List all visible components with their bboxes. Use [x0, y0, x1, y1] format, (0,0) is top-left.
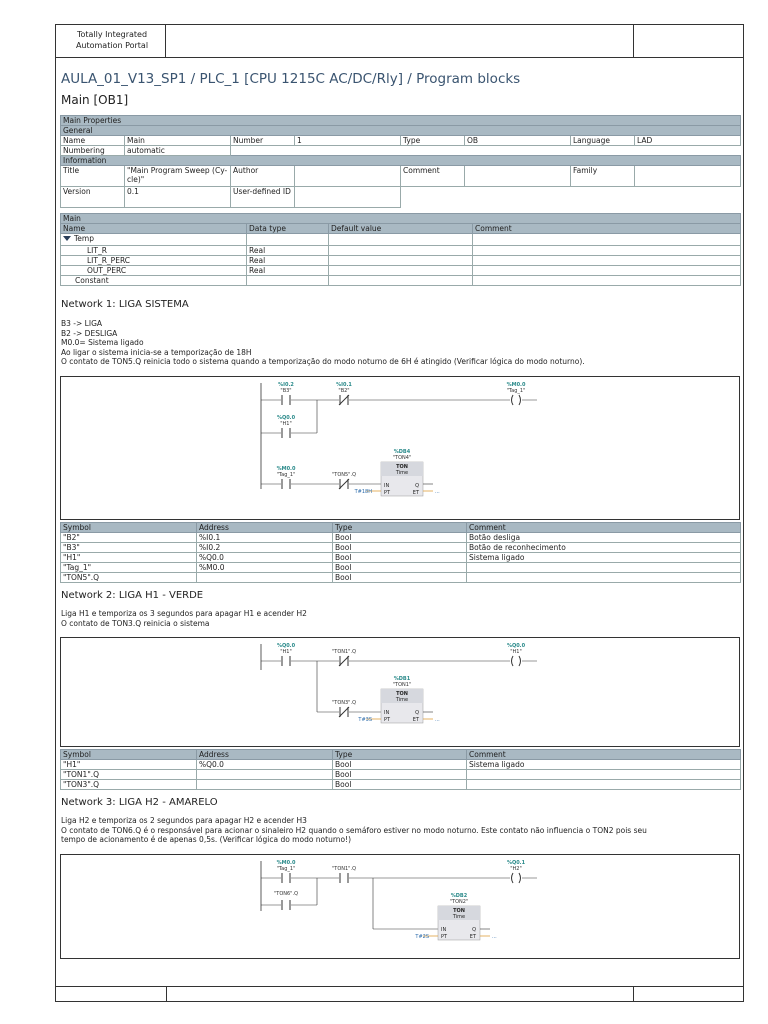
sym-col-comment: Comment	[467, 750, 741, 760]
n1-c1-addr: %I0.2	[278, 382, 294, 388]
table-cell	[329, 234, 473, 246]
n1-c5-tag: "TON5".Q	[331, 472, 357, 478]
table-cell: Bool	[333, 780, 467, 790]
table-cell	[329, 256, 473, 266]
n2-pt-value: T#3S	[358, 717, 372, 723]
section-main-properties: Main Properties	[61, 116, 741, 126]
language-value: LAD	[635, 136, 741, 146]
sym-col-symbol: Symbol	[61, 523, 197, 533]
iface-row-type: Real	[247, 256, 329, 266]
n1-c2-tag: "B2"	[338, 388, 350, 394]
sym-col-type: Type	[333, 523, 467, 533]
n1-coil-tag: "Tag_1"	[506, 388, 526, 394]
table-cell	[473, 276, 741, 286]
numbering-value: automatic	[125, 146, 231, 156]
n1-c3-addr: %Q0.0	[276, 415, 296, 421]
page-footer	[55, 986, 744, 1002]
n1-coil-addr: %M0.0	[506, 382, 526, 388]
table-cell	[197, 770, 333, 780]
table-row	[61, 543, 741, 553]
n3-c2-tag: "TON1".Q	[331, 866, 357, 872]
table-cell: %I0.1	[197, 533, 333, 543]
iface-row-type: Real	[247, 266, 329, 276]
table-cell	[231, 146, 741, 156]
userdef-label: User-defined ID	[231, 187, 295, 208]
table-row	[61, 563, 741, 573]
table-cell	[401, 187, 741, 208]
table-cell: "H1"	[61, 760, 197, 770]
n1-db-tag: "TON4"	[392, 455, 412, 461]
footer-right-cell	[633, 987, 634, 1001]
col-name: Name	[61, 224, 247, 234]
col-comment: Comment	[473, 224, 741, 234]
n3-et: ET	[469, 934, 476, 940]
network-1-ladder[interactable]	[60, 376, 740, 520]
n3-box-sub: Time	[452, 914, 466, 920]
table-cell: "B2"	[61, 533, 197, 543]
network-3-title: Network 3: LIGA H2 - AMARELO	[61, 797, 218, 808]
table-cell: "B3"	[61, 543, 197, 553]
n3-q: Q	[472, 927, 476, 933]
header-right-cell	[633, 25, 634, 57]
type-value: OB	[465, 136, 571, 146]
n2-c1-addr: %Q0.0	[276, 643, 296, 649]
n1-c4-addr: %M0.0	[276, 466, 296, 472]
n1-q: Q	[415, 483, 419, 489]
col-default: Default value	[329, 224, 473, 234]
network-3-description: Liga H2 e temporiza os 2 segundos para apagar H2 e acender H3 O contato de TON6.Q é o responsável para acionar o sinaleiro H2 quando o semáforo estiver no modo noturno. Este contato não influencia o TON2 pois seu tempo de acionamento é de apenas 0,5s. (Verificar lógica do modo noturno!)	[61, 816, 647, 844]
network-2-description: Liga H1 e temporiza os 3 segundos para apagar H1 e acender H2 O contato de TON3.Q reinicia o sistema	[61, 609, 307, 628]
n2-db-tag: "TON1"	[392, 682, 412, 688]
language-label: Language	[571, 136, 635, 146]
author-label: Author	[231, 166, 295, 187]
iface-row-name: LIT_R_PERC	[61, 256, 247, 266]
n1-in: IN	[384, 483, 390, 489]
table-cell: Sistema ligado	[467, 760, 741, 770]
n1-c1-tag: "B3"	[280, 388, 292, 394]
table-cell: "Tag_1"	[61, 563, 197, 573]
sym-col-address: Address	[197, 523, 333, 533]
n1-c2-addr: %I0.1	[336, 382, 352, 388]
table-cell	[465, 166, 571, 187]
n2-box-sub: Time	[395, 697, 409, 703]
table-cell	[467, 573, 741, 583]
table-cell	[247, 276, 329, 286]
n2-et: ET	[412, 717, 419, 723]
sym-col-comment: Comment	[467, 523, 741, 533]
iface-row-type: Real	[247, 246, 329, 256]
n3-db-tag: "TON2"	[449, 899, 469, 905]
portal-name: Totally Integrated Automation Portal	[75, 30, 149, 50]
table-cell: Sistema ligado	[467, 553, 741, 563]
n3-coil-tag: "H2"	[510, 866, 522, 872]
n1-box-title: TON	[396, 464, 408, 470]
table-cell: "TON3".Q	[61, 780, 197, 790]
n3-pt: PT	[441, 934, 448, 940]
table-cell: "TON5".Q	[61, 573, 197, 583]
n1-et: ET	[412, 490, 419, 496]
table-cell	[329, 246, 473, 256]
col-datatype: Data type	[247, 224, 329, 234]
table-cell	[329, 266, 473, 276]
table-cell	[473, 266, 741, 276]
sym-col-type: Type	[333, 750, 467, 760]
name-label: Name	[61, 136, 125, 146]
collapse-arrow-icon[interactable]	[63, 236, 71, 241]
network-2-ladder[interactable]	[60, 637, 740, 747]
n2-db-addr: %DB1	[393, 676, 411, 682]
table-row	[61, 533, 741, 543]
temp-row[interactable]	[61, 234, 247, 246]
sym-col-address: Address	[197, 750, 333, 760]
n2-c1-tag: "H1"	[280, 649, 292, 655]
main-properties-table	[60, 115, 741, 208]
n3-box-title: TON	[453, 908, 465, 914]
table-cell: %Q0.0	[197, 553, 333, 563]
table-cell: "H1"	[61, 553, 197, 563]
n1-pt: PT	[384, 490, 391, 496]
table-cell: Bool	[333, 543, 467, 553]
n2-coil-tag: "H1"	[510, 649, 522, 655]
table-cell	[295, 166, 401, 187]
n1-et-value: ...	[435, 489, 440, 495]
n1-c4-tag: "Tag_1"	[276, 472, 296, 478]
table-cell	[329, 276, 473, 286]
iface-row-name: LIT_R	[61, 246, 247, 256]
n2-in: IN	[384, 710, 390, 716]
table-cell	[197, 780, 333, 790]
table-cell: "TON1".Q	[61, 770, 197, 780]
table-row	[61, 553, 741, 563]
table-cell: %M0.0	[197, 563, 333, 573]
name-value: Main	[125, 136, 231, 146]
sym-col-symbol: Symbol	[61, 750, 197, 760]
comment-label: Comment	[401, 166, 465, 187]
symbols-table-2	[60, 749, 741, 790]
network-3-ladder[interactable]	[60, 854, 740, 959]
table-cell	[473, 246, 741, 256]
table-cell: Bool	[333, 533, 467, 543]
type-label: Type	[401, 136, 465, 146]
table-cell: Bool	[333, 563, 467, 573]
title-label: Title	[61, 166, 125, 187]
table-cell: Bool	[333, 770, 467, 780]
symbols-table-1	[60, 522, 741, 583]
number-value: 1	[295, 136, 401, 146]
table-cell: Botão desliga	[467, 533, 741, 543]
n2-c2-tag: "TON1".Q	[331, 649, 357, 655]
n1-pt-value: T#18H	[354, 489, 372, 495]
table-row	[61, 573, 741, 583]
project-path-title: AULA_01_V13_SP1 / PLC_1 [CPU 1215C AC/DC/Rly] / Program blocks	[61, 71, 521, 87]
table-cell: Botão de reconhecimento	[467, 543, 741, 553]
table-cell: Bool	[333, 573, 467, 583]
interface-table	[60, 213, 741, 286]
n3-c1-tag: "Tag_1"	[276, 866, 296, 872]
n1-box-sub: Time	[395, 470, 409, 476]
n3-db-addr: %DB2	[450, 893, 468, 899]
temp-label: Temp	[74, 234, 94, 243]
table-cell	[473, 256, 741, 266]
n3-in: IN	[441, 927, 447, 933]
table-cell: %Q0.0	[197, 760, 333, 770]
table-row	[61, 760, 741, 770]
page-header	[55, 24, 744, 58]
n2-et-value: ...	[435, 717, 440, 723]
table-cell: %I0.2	[197, 543, 333, 553]
version-value: 0.1	[125, 187, 231, 208]
network-1-description: B3 -> LIGA B2 -> DESLIGA M0.0= Sistema ligado Ao ligar o sistema inicia-se a temporização de 18H O contato de TON5.Q reinicia todo o sistema quando a temporização do modo noturno de 6H é atingido (Verificar lógica do modo noturno).	[61, 319, 585, 366]
table-cell	[635, 166, 741, 187]
n2-q: Q	[415, 710, 419, 716]
n3-c1-addr: %M0.0	[276, 860, 296, 866]
iface-row-name: OUT_PERC	[61, 266, 247, 276]
table-cell	[247, 234, 329, 246]
n1-db-addr: %DB4	[393, 449, 411, 455]
title-value: "Main Program Sweep (Cy-cle)"	[125, 166, 231, 187]
n3-pt-value: T#2S	[415, 934, 429, 940]
number-label: Number	[231, 136, 295, 146]
numbering-label: Numbering	[61, 146, 125, 156]
section-main: Main	[61, 214, 741, 224]
n2-pt: PT	[384, 717, 391, 723]
table-row	[61, 770, 741, 780]
table-cell	[197, 573, 333, 583]
footer-left-cell	[166, 987, 167, 1001]
n1-c3-tag: "H1"	[280, 421, 292, 427]
table-cell	[467, 770, 741, 780]
table-cell	[467, 780, 741, 790]
table-cell	[473, 234, 741, 246]
n3-coil-addr: %Q0.1	[506, 860, 526, 866]
section-information: Information	[61, 156, 741, 166]
table-cell	[295, 187, 401, 208]
n2-box-title: TON	[396, 691, 408, 697]
n3-c3-tag: "TON6".Q	[273, 891, 299, 897]
block-title: Main [OB1]	[61, 93, 129, 107]
family-label: Family	[571, 166, 635, 187]
table-cell: Bool	[333, 553, 467, 563]
n2-c3-tag: "TON3".Q	[331, 700, 357, 706]
version-label: Version	[61, 187, 125, 208]
table-cell	[467, 563, 741, 573]
n3-et-value: ...	[492, 934, 497, 940]
n2-coil-addr: %Q0.0	[506, 643, 526, 649]
network-1-title: Network 1: LIGA SISTEMA	[61, 299, 189, 310]
table-cell: Bool	[333, 760, 467, 770]
network-2-title: Network 2: LIGA H1 - VERDE	[61, 590, 204, 601]
constant-label: Constant	[61, 276, 247, 286]
table-row	[61, 780, 741, 790]
section-general: General	[61, 126, 741, 136]
